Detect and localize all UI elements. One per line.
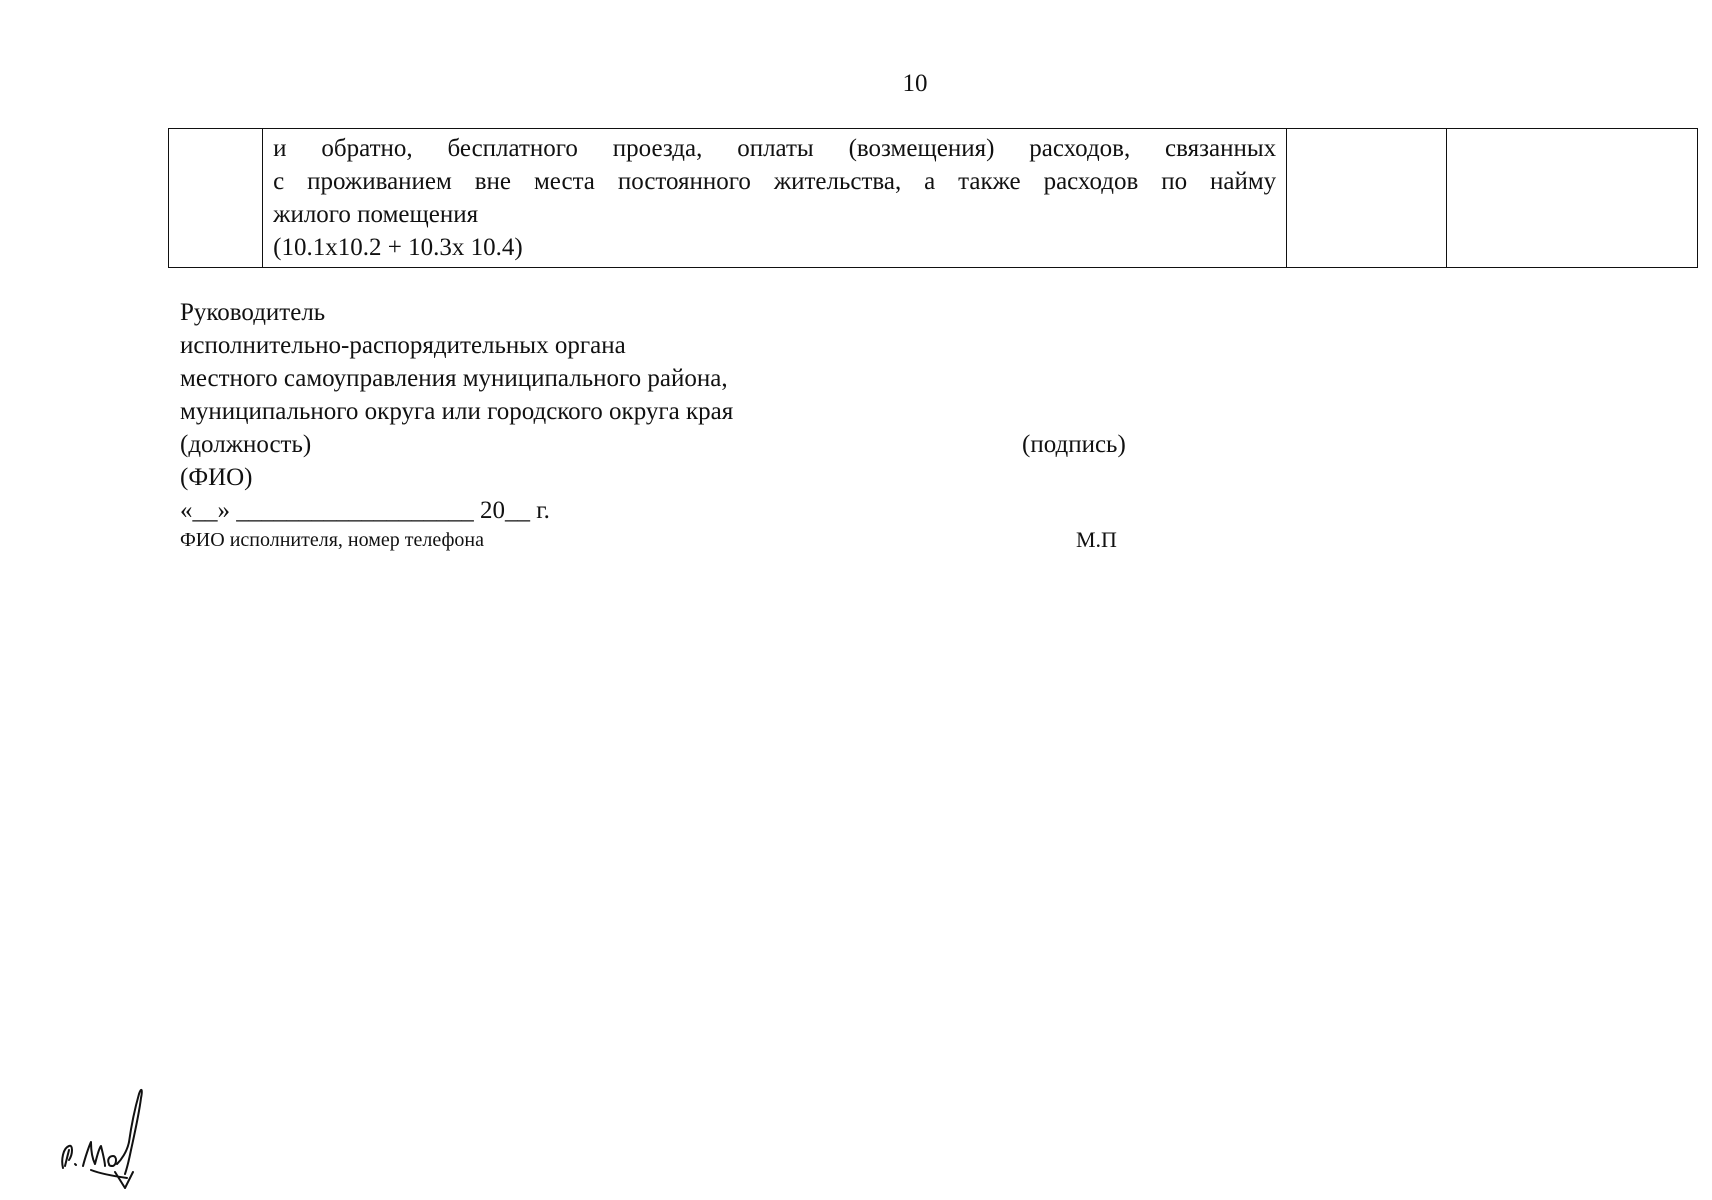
table-cell-value [1447, 129, 1698, 268]
expense-table [168, 128, 1698, 268]
executor-row [180, 527, 1180, 553]
stamp-label: М.П [1076, 527, 1117, 552]
formula-line: (10.1x10.2 + 10.3x 10.4) [273, 234, 523, 261]
page-number: 10 [902, 70, 928, 97]
table-row [169, 129, 1698, 268]
table-cell-description [263, 129, 1287, 268]
table-cell-value [1287, 129, 1447, 268]
description-line: с проживанием вне места постоянного жительства, а также расходов по найму [273, 168, 1277, 195]
description-line: и обратно, бесплатного проезда, оплаты (возмещения) расходов, связанных [273, 135, 1277, 162]
handwritten-signature [55, 1080, 165, 1190]
signatory-title-line: Руководитель [180, 299, 326, 326]
table-cell-number [169, 129, 263, 268]
position-label: (должность) [180, 431, 312, 458]
signature-label: (подпись) [1022, 431, 1126, 458]
position-signature-row [180, 428, 1180, 461]
signatory-title-line: исполнительно-распорядительных органа [180, 332, 626, 359]
signatory-title-line: муниципального округа или городского округа края [180, 398, 734, 425]
executor-label: ФИО исполнителя, номер телефона [180, 529, 485, 551]
date-line: «__» ___________________ 20__ г. [180, 497, 550, 524]
name-label: (ФИО) [180, 464, 253, 491]
signatory-title-line: местного самоуправления муниципального района, [180, 365, 728, 392]
signature-block [180, 296, 1180, 553]
description-line: жилого помещения [273, 201, 479, 228]
